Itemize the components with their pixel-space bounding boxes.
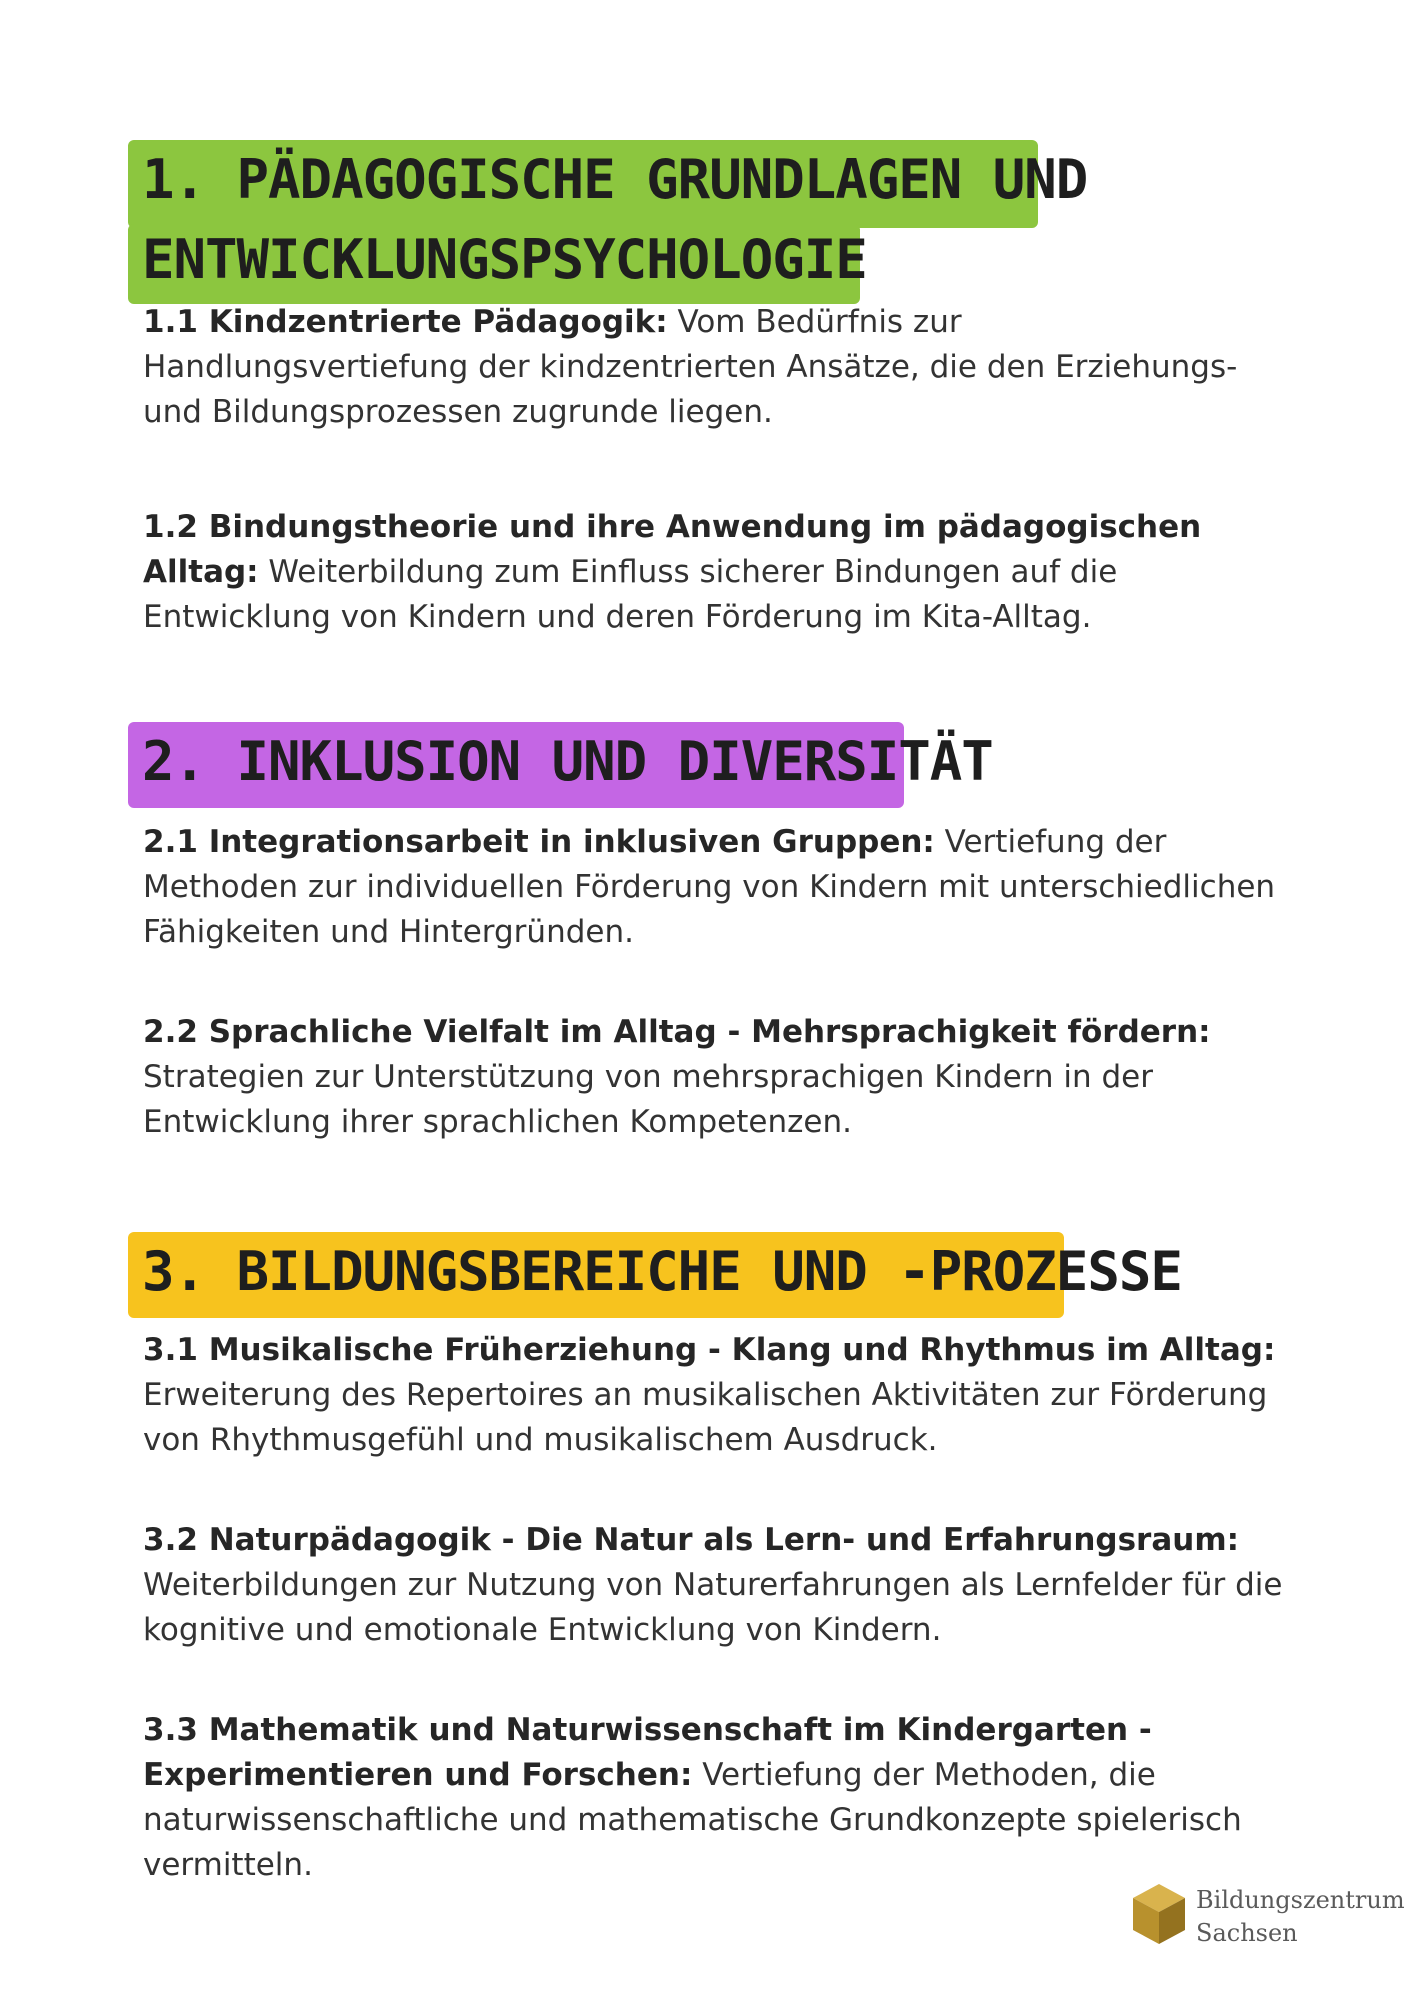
item-2-2-title: 2.2 Sprachliche Vielfalt im Alltag - Mehrsprachigkeit fördern:: [143, 1014, 1211, 1050]
item-3-3-title: 3.3 Mathematik und Naturwissenschaft im Kindergarten - Experimentieren und Forschen:: [143, 1712, 1152, 1793]
section-3-heading-line1: 3. BILDUNGSBEREICHE UND -PROZESSE: [142, 1240, 1182, 1303]
section-3: [0, 1232, 1414, 1883]
item-3-2-title: 3.2 Naturpädagogik - Die Natur als Lern- und Erfahrungsraum:: [143, 1522, 1240, 1558]
item-2-2-text: Strategien zur Unterstützung von mehrsprachigen Kindern in der Entwicklung ihrer sprachlichen Kompetenzen.: [143, 1059, 1153, 1140]
item-2-1-text: Vertiefung der Methoden zur individuellen Förderung von Kindern mit unterschiedlichen Fähigkeiten und Hintergründen.: [143, 824, 1276, 950]
section-1-heading-line1: 1. PÄDAGOGISCHE GRUNDLAGEN UND: [142, 148, 1088, 211]
section-2-heading: [128, 722, 1414, 802]
item-2-1-title: 2.1 Integrationsarbeit in inklusiven Gruppen:: [143, 824, 935, 860]
item-3-1-text: Erweiterung des Repertoires an musikalischen Aktivitäten zur Förderung von Rhythmusgefühl und musikalischem Ausdruck.: [143, 1377, 1268, 1458]
item-1-1-title: 1.1 Kindzentrierte Pädagogik:: [143, 304, 668, 340]
logo-text: [1196, 1884, 1405, 1950]
section-1-heading-line2: ENTWICKLUNGSPSYCHOLOGIE: [142, 228, 867, 291]
item-3-1-title: 3.1 Musikalische Früherziehung - Klang und Rhythmus im Alltag:: [143, 1332, 1276, 1368]
item-3-2: [143, 1518, 1293, 1653]
item-1-2-title: 1.2 Bindungstheorie und ihre Anwendung im pädagogischen Alltag:: [143, 509, 1202, 590]
item-1-2: [143, 505, 1293, 640]
item-1-1: [143, 300, 1293, 435]
item-3-2-text: Weiterbildungen zur Nutzung von Naturerfahrungen als Lernfelder für die kognitive und emotionale Entwicklung von Kindern.: [143, 1567, 1283, 1648]
cube-logo-icon: [1130, 1882, 1188, 1946]
bildungszentrum-logo: [1130, 1880, 1410, 1960]
section-2: [0, 722, 1414, 1140]
logo-line2: Sachsen: [1196, 1919, 1298, 1947]
item-2-1: [143, 820, 1293, 955]
item-3-3: [143, 1708, 1293, 1888]
section-1-heading: [128, 140, 1414, 300]
section-3-heading: [128, 1232, 1414, 1312]
logo-line1: Bildungszentrum: [1196, 1886, 1405, 1914]
section-2-heading-line1: 2. INKLUSION UND DIVERSITÄT: [142, 730, 993, 793]
item-3-1: [143, 1328, 1293, 1463]
item-3-3-text: Vertiefung der Methoden, die naturwissenschaftliche und mathematische Grundkonzepte spielerisch vermitteln.: [143, 1757, 1242, 1883]
item-1-1-text: Vom Bedürfnis zur Handlungsvertiefung der kindzentrierten Ansätze, die den Erziehungs- und Bildungsprozessen zugrunde liegen.: [143, 304, 1238, 430]
item-2-2: [143, 1010, 1293, 1145]
item-1-2-text: Weiterbildung zum Einfluss sicherer Bindungen auf die Entwicklung von Kindern und deren Förderung im Kita-Alltag.: [143, 554, 1118, 635]
section-1: [0, 140, 1414, 635]
